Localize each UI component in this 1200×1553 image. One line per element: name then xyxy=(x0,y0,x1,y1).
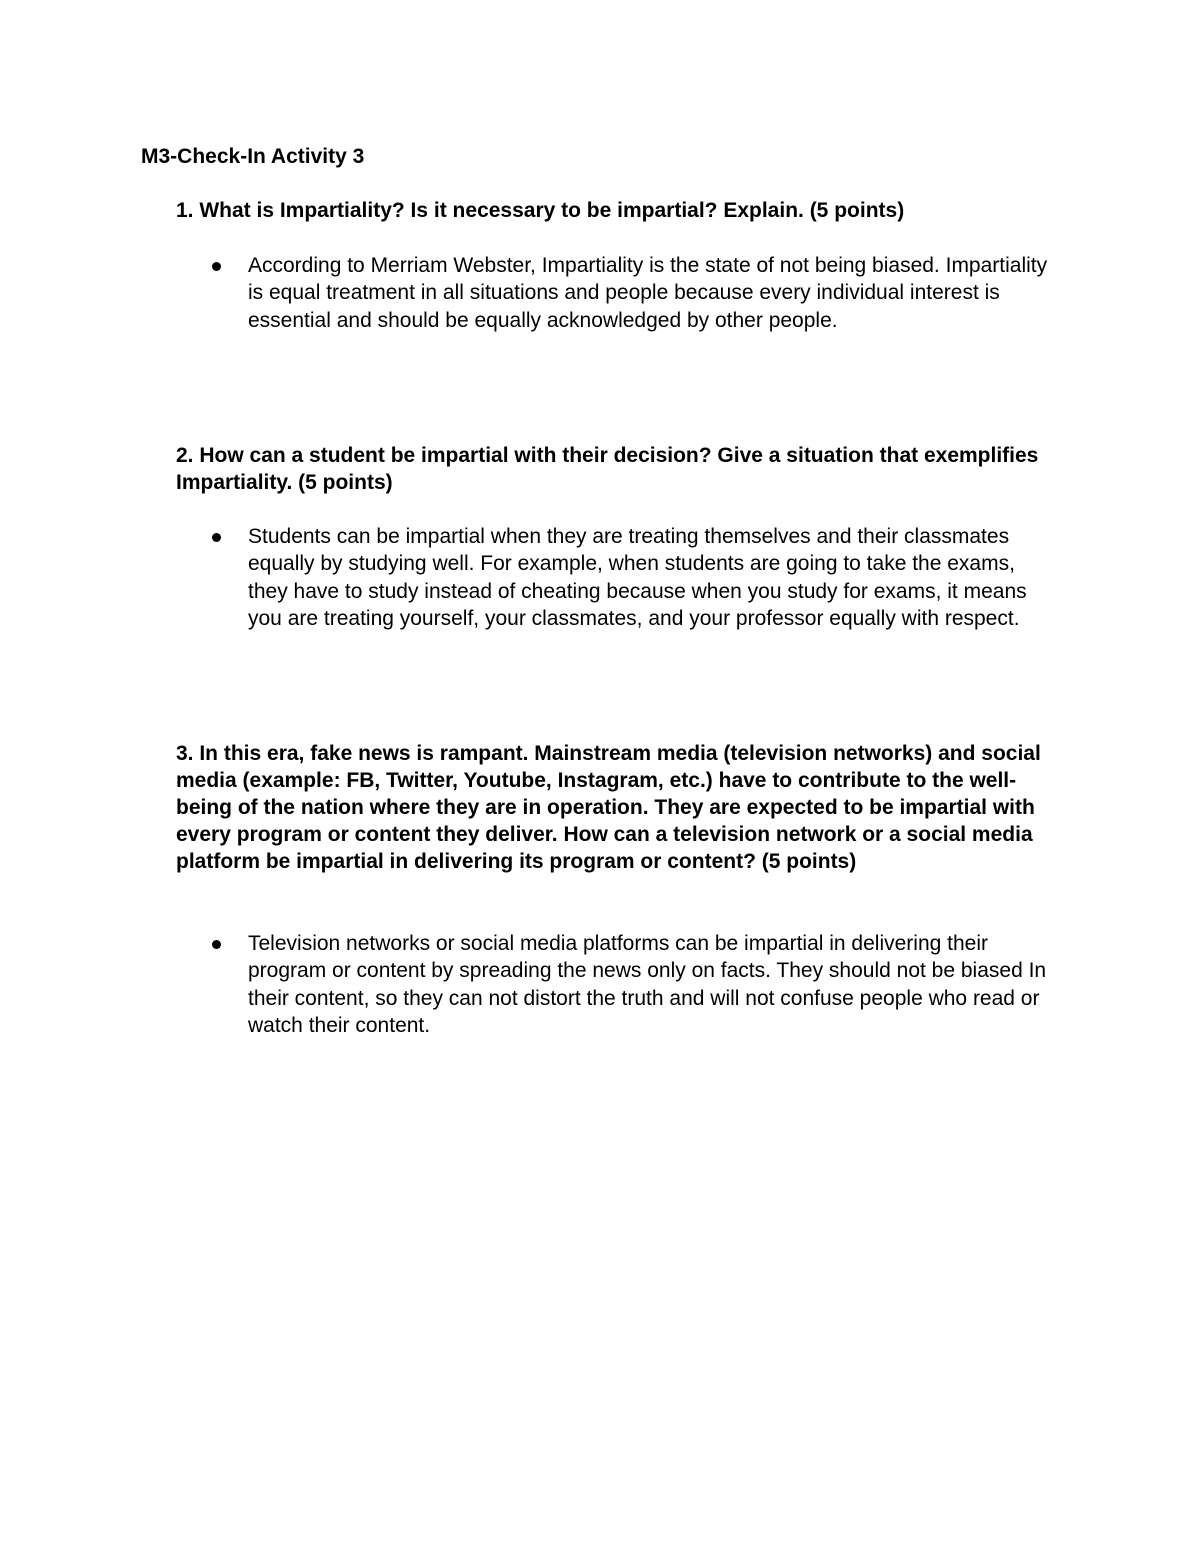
answer-2: Students can be impartial when they are treating themselves and their classmates equally by studying well. For example, when students are going to take the exams, they have to study instead of cheating because when you study for exams, it means you are treating yourself, your classmates, and your professor equally with respect. xyxy=(248,525,1027,630)
question-1: 1. What is Impartiality? Is it necessary to be impartial? Explain. (5 points) xyxy=(176,199,905,222)
bullet-icon xyxy=(212,940,221,949)
answer-3: Television networks or social media platforms can be impartial in delivering their program or content by spreading the news only on facts. They should not be biased In their content, so they can not distort the truth and will not confuse people who read or watch their content. xyxy=(248,932,1047,1037)
bullet-icon xyxy=(212,533,221,542)
answer-1: According to Merriam Webster, Impartiality is the state of not being biased. Impartiality is equal treatment in all situations and people because every individual interest is essential and should be equally acknowledged by other people. xyxy=(248,254,1048,332)
document-title: M3-Check-In Activity 3 xyxy=(141,145,365,168)
question-3: 3. In this era, fake news is rampant. Mainstream media (television networks) and social media (example: FB, Twitter, Youtube, Instagram, etc.) have to contribute to the well-being of the nation where they are in operation. They are expected to be impartial with every program or content they deliver. How can a television network or a social media platform be impartial in delivering its program or content? (5 points) xyxy=(176,742,1041,873)
question-2: 2. How can a student be impartial with their decision? Give a situation that exemplifies Impartiality. (5 points) xyxy=(176,444,1039,494)
bullet-icon xyxy=(212,262,221,271)
